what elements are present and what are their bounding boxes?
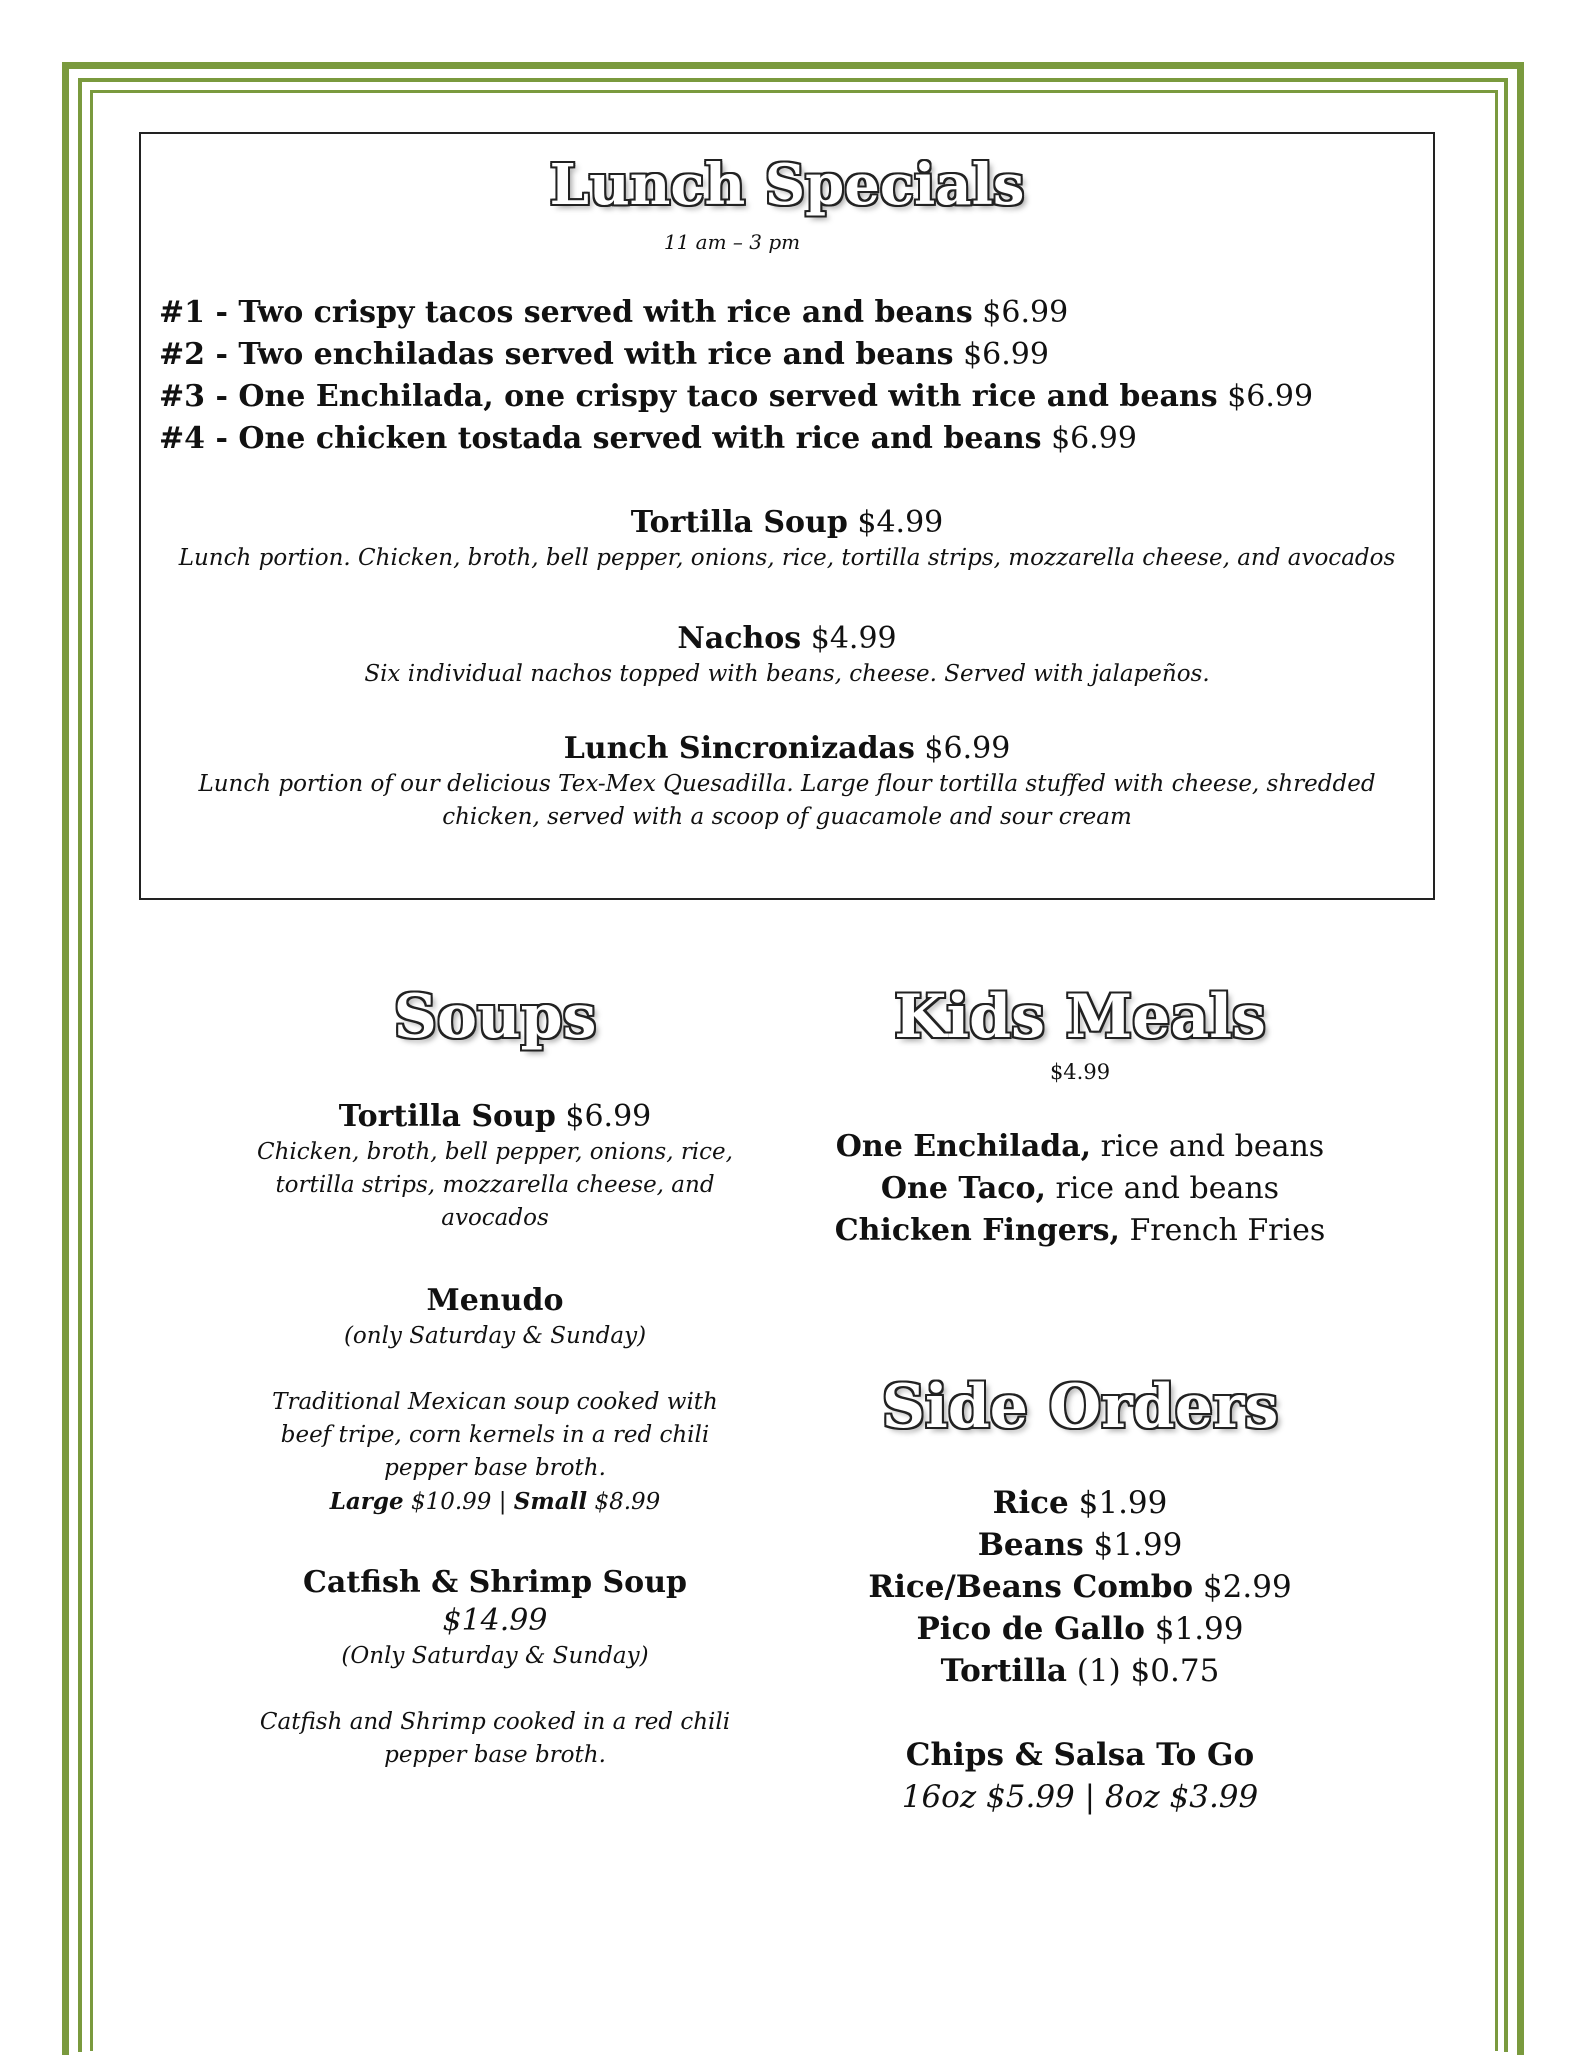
combo-label: #3 - One Enchilada, one crispy taco served with rice and beans	[159, 379, 1218, 414]
soup-menudo	[250, 1282, 740, 1519]
soup-note: (Only Saturday & Sunday)	[341, 1643, 649, 1669]
kids-item-detail: French Fries	[1119, 1213, 1326, 1248]
chips-salsa-title: Chips & Salsa To Go	[905, 1737, 1255, 1773]
kids-item	[830, 1126, 1330, 1168]
kids-item-name: Chicken Fingers,	[834, 1213, 1120, 1248]
lunch-hours: 11 am – 3 pm	[663, 230, 801, 254]
item-name: Nachos	[677, 621, 802, 656]
item-name: Lunch Sincronizadas	[563, 731, 915, 766]
soup-name: Menudo	[426, 1283, 564, 1318]
kids-item	[830, 1168, 1330, 1210]
combo-price: $6.99	[963, 337, 1049, 372]
lunch-specials-box	[139, 132, 1435, 900]
side-item-price: $2.99	[1193, 1569, 1292, 1605]
chips-salsa-prices: 16oz $5.99 | 8oz $3.99	[901, 1779, 1259, 1815]
item-price: $4.99	[810, 621, 897, 656]
combo-label: #4 - One chicken tostada served with rice and beans	[159, 421, 1042, 456]
side-item-price: $1.99	[1083, 1527, 1183, 1563]
side-item	[830, 1482, 1330, 1524]
soup-description-line: avocados	[441, 1205, 549, 1231]
side-orders-section	[830, 1372, 1330, 1442]
size-price: $10.99	[410, 1489, 492, 1515]
side-item-name: Tortilla	[940, 1653, 1067, 1689]
kids-item-name: One Taco,	[880, 1171, 1046, 1206]
soup-description-line: Traditional Mexican soup cooked with	[272, 1389, 718, 1415]
side-item-price: $1.99	[1144, 1611, 1244, 1647]
lunch-nachos	[141, 620, 1433, 691]
combo-label: #2 - Two enchiladas served with rice and beans	[159, 337, 954, 372]
combo-price: $6.99	[1051, 421, 1137, 456]
size-price: $8.99	[594, 1489, 661, 1515]
size-label: Small	[513, 1488, 588, 1515]
item-name: Tortilla Soup	[630, 505, 848, 540]
kids-meals-section	[830, 982, 1330, 1084]
soup-tortilla	[250, 1098, 740, 1235]
soup-note: (only Saturday & Sunday)	[343, 1323, 647, 1349]
combo-item	[159, 418, 1313, 460]
separator: |	[491, 1489, 514, 1515]
item-price: $6.99	[924, 731, 1011, 766]
size-label: Large	[329, 1488, 404, 1515]
combo-label: #1 - Two crispy tacos served with rice and beans	[159, 295, 973, 330]
soup-name: Catfish & Shrimp Soup	[303, 1565, 687, 1600]
soup-catfish-shrimp	[250, 1564, 740, 1772]
side-item-name: Rice/Beans Combo	[868, 1569, 1194, 1605]
item-description-line: Lunch portion of our delicious Tex-Mex Quesadilla. Large flour tortilla stuffed with cheese, shredded	[198, 771, 1376, 797]
lunch-specials-title: Lunch Specials	[549, 152, 1025, 218]
side-item	[830, 1566, 1330, 1608]
soup-description-line: beef tripe, corn kernels in a red chili	[280, 1422, 710, 1448]
combo-item	[159, 292, 1313, 334]
item-description: Six individual nachos topped with beans, cheese. Served with jalapeños.	[364, 661, 1210, 687]
soup-description-line: tortilla strips, mozzarella cheese, and	[275, 1172, 715, 1198]
kids-item	[830, 1210, 1330, 1252]
soup-description-line: pepper base broth.	[384, 1455, 606, 1481]
lunch-combos-list	[159, 292, 1313, 460]
kids-meals-price: $4.99	[1049, 1060, 1111, 1084]
lunch-tortilla-soup	[141, 504, 1433, 575]
combo-price: $6.99	[1227, 379, 1314, 414]
soup-description-line: Catfish and Shrimp cooked in a red chili	[259, 1709, 731, 1735]
side-item	[830, 1524, 1330, 1566]
soups-section	[250, 982, 740, 1052]
side-item-name: Beans	[977, 1527, 1084, 1563]
soups-title: Soups	[393, 982, 597, 1052]
kids-item-name: One Enchilada,	[835, 1129, 1092, 1164]
side-item-name: Pico de Gallo	[916, 1611, 1145, 1647]
soup-description-line: Chicken, broth, bell pepper, onions, rice,	[257, 1139, 733, 1165]
combo-price: $6.99	[982, 295, 1069, 330]
menudo-sizes	[250, 1485, 740, 1519]
side-item-price: $1.99	[1068, 1485, 1168, 1521]
soup-price: $6.99	[565, 1099, 652, 1134]
side-item-price: (1) $0.75	[1066, 1653, 1220, 1689]
side-item	[830, 1650, 1330, 1692]
soup-price: $14.99	[442, 1603, 548, 1638]
side-item	[830, 1608, 1330, 1650]
side-item-name: Rice	[992, 1485, 1069, 1521]
soup-name: Tortilla Soup	[338, 1099, 556, 1134]
kids-item-detail: rice and beans	[1046, 1171, 1280, 1206]
combo-item	[159, 376, 1313, 418]
side-orders-title: Side Orders	[881, 1372, 1279, 1442]
lunch-sincronizadas	[141, 730, 1433, 834]
kids-meals-title: Kids Meals	[894, 982, 1266, 1052]
kids-meals-list	[830, 1126, 1330, 1252]
kids-item-detail: rice and beans	[1091, 1129, 1325, 1164]
item-description-line: chicken, served with a scoop of guacamole and sour cream	[442, 804, 1132, 830]
side-orders-list	[830, 1482, 1330, 1818]
item-price: $4.99	[857, 505, 944, 540]
item-description: Lunch portion. Chicken, broth, bell pepper, onions, rice, tortilla strips, mozzarella cheese, and avocados	[178, 545, 1396, 571]
combo-item	[159, 334, 1313, 376]
soup-description-line: pepper base broth.	[384, 1742, 606, 1768]
